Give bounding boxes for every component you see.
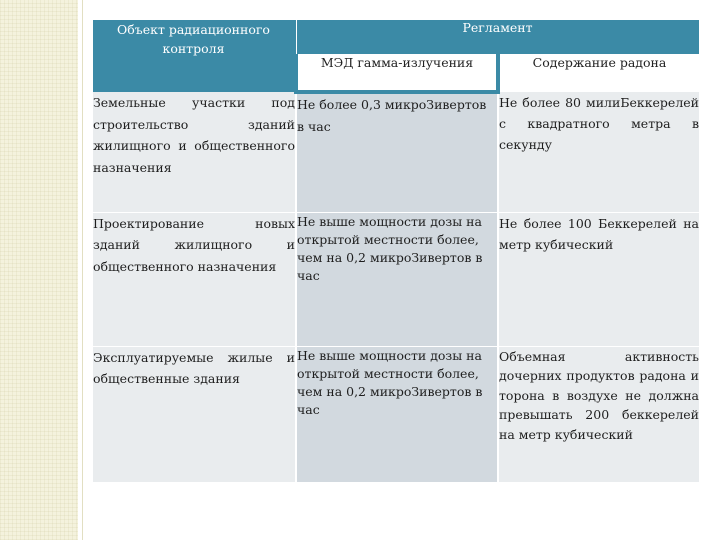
med-cell: Не выше мощности дозы на открытой местности более, чем на 0,2 микроЗивертов в час xyxy=(296,346,498,482)
med-cell: Не более 0,3 микроЗивертов в час xyxy=(296,92,498,212)
header-regulation-column: Регламент xyxy=(296,20,699,54)
object-cell: Эксплуатируемые жилые и общественные здания xyxy=(93,346,296,482)
header-radon-subcolumn: Содержание радона xyxy=(498,54,699,92)
object-cell: Проектирование новых зданий жилищного и общественного назначения xyxy=(93,212,296,346)
med-cell: Не выше мощности дозы на открытой местности более, чем на 0,2 микроЗивертов в час xyxy=(296,212,498,346)
radon-cell: Не более 80 милиБеккерелей с квадратного метра в секунду xyxy=(498,92,699,212)
table-row xyxy=(93,92,699,212)
decorative-divider-line xyxy=(82,0,83,540)
regulation-table xyxy=(93,20,700,482)
table-row xyxy=(93,212,699,346)
header-object-column: Объект радиационного контроля xyxy=(93,20,296,92)
decorative-side-strip xyxy=(0,0,78,540)
radon-cell: Не более 100 Беккерелей на метр кубический xyxy=(498,212,699,346)
table-row xyxy=(93,346,699,482)
object-cell: Земельные участки под строительство зданий жилищного и общественного назначения xyxy=(93,92,296,212)
radon-cell: Объемная активность дочерних продуктов радона и торона в воздухе не должна превышать 200 беккерелей на метр кубический xyxy=(498,346,699,482)
header-med-subcolumn: МЭД гамма-излучения xyxy=(296,54,498,92)
